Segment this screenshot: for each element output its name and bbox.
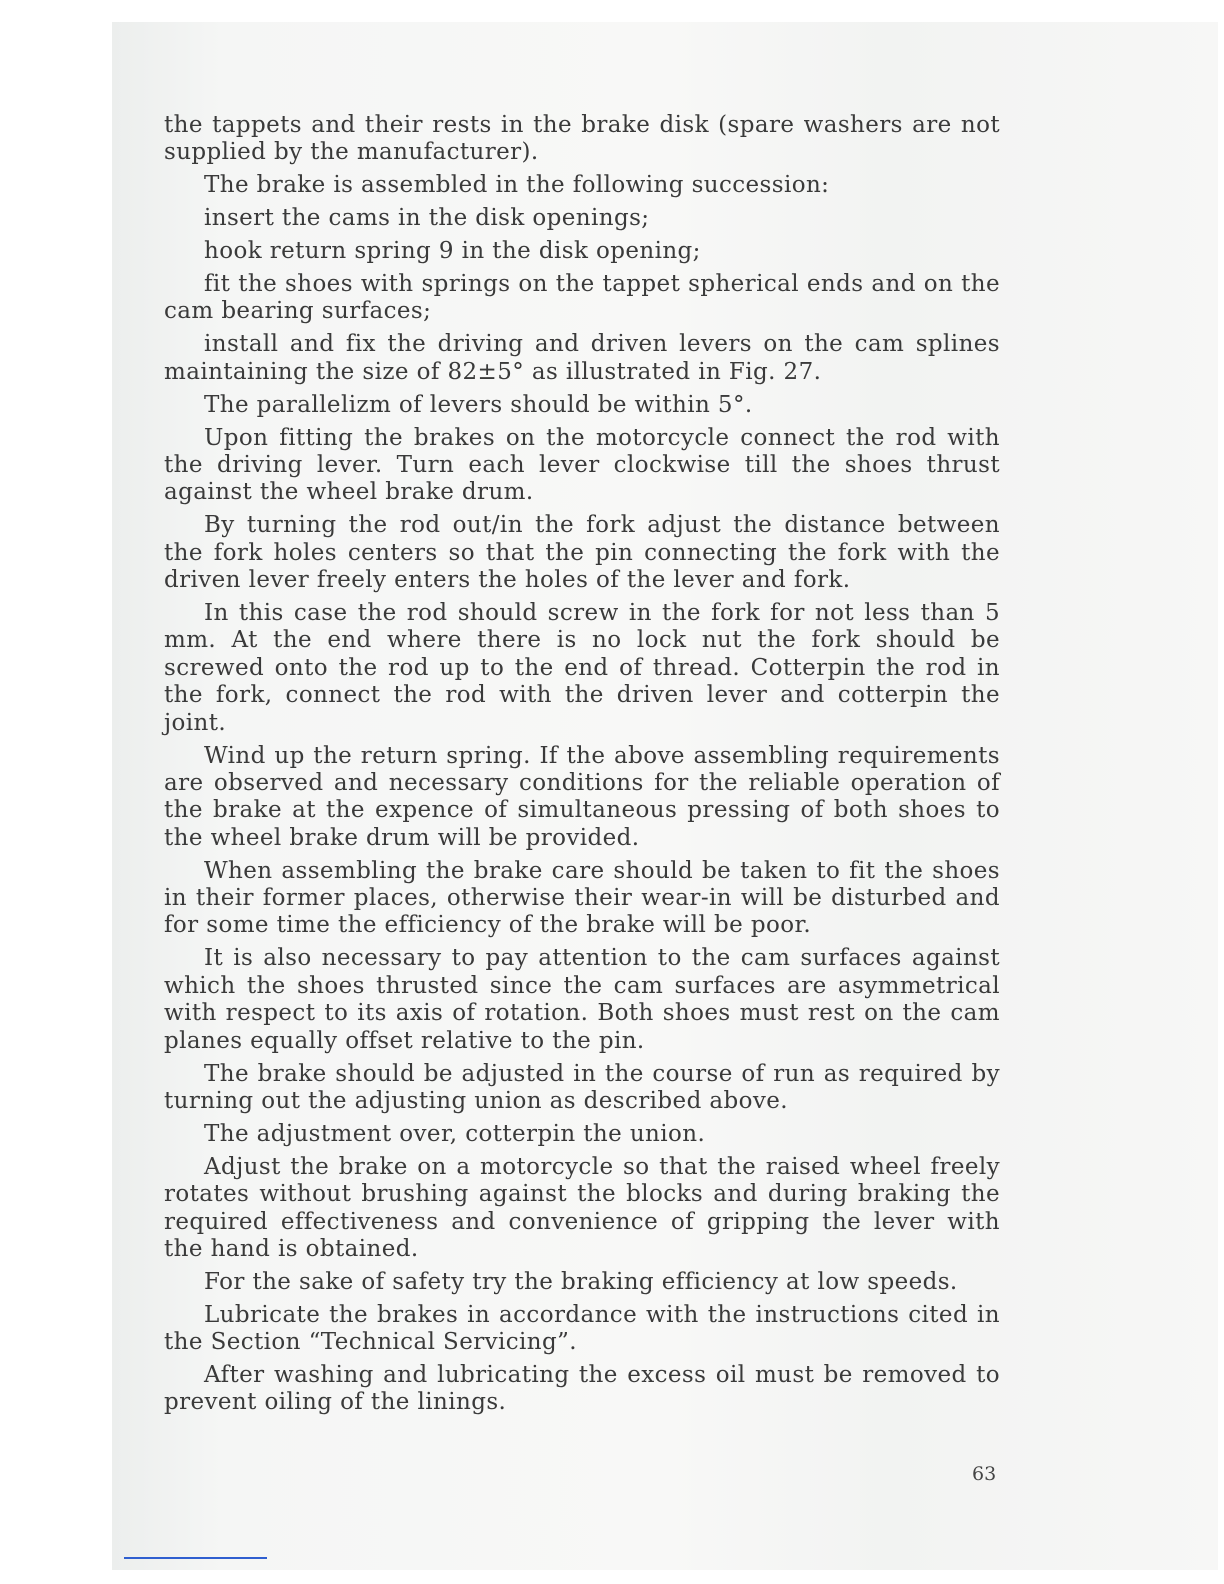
- body-text: [164, 112, 1000, 1422]
- paragraph: After washing and lubricating the excess oil must be removed to prevent oiling of the linings.: [164, 1362, 1000, 1416]
- paragraph: By turning the rod out/in the fork adjust the distance between the fork holes centers so that the pin connecting the fork with the driven lever freely enters the holes of the lever and fork.: [164, 512, 1000, 594]
- paragraph: It is also necessary to pay attention to the cam surfaces against which the shoes thrusted since the cam surfaces are asymmetrical with respect to its axis of rotation. Both shoes must rest on the cam planes equally offset relative to the pin.: [164, 945, 1000, 1054]
- page-number: 63: [972, 1463, 997, 1485]
- paragraph: Adjust the brake on a motorcycle so that the raised wheel freely rotates without brushing against the blocks and during braking the required effectiveness and convenience of gripping the lever with the hand is obtained.: [164, 1153, 1000, 1262]
- paragraph: When assembling the brake care should be taken to fit the shoes in their former places, otherwise their wear-in will be disturbed and for some time the efficiency of the brake will be poor.: [164, 857, 1000, 939]
- paragraph: hook return spring 9 in the disk opening;: [204, 238, 701, 265]
- paragraph: install and fix the driving and driven levers on the cam splines maintaining the size of 82±5° as illustrated in Fig. 27.: [164, 331, 1000, 385]
- paragraph-continuation: the tappets and their rests in the brake disk (spare washers are not supplied by the manufacturer).: [164, 112, 1000, 166]
- paragraph: In this case the rod should screw in the fork for not less than 5 mm. At the end where there is no lock nut the fork should be screwed onto the rod up to the end of thread. Cotterpin the rod in the fork, connect the rod with the driven lever and cotterpin the joint.: [164, 600, 1000, 736]
- paragraph: Upon fitting the brakes on the motorcycle connect the rod with the driving lever. Turn each lever clockwise till the shoes thrust against the wheel brake drum.: [164, 424, 1000, 506]
- footer-rule: [124, 1557, 267, 1559]
- paragraph: For the sake of safety try the braking efficiency at low speeds.: [204, 1268, 958, 1295]
- paragraph: The parallelizm of levers should be within 5°.: [204, 391, 753, 418]
- paragraph: insert the cams in the disk openings;: [204, 205, 650, 232]
- paragraph: The adjustment over, cotterpin the union.: [204, 1120, 706, 1147]
- paragraph: fit the shoes with springs on the tappet spherical ends and on the cam bearing surfaces;: [164, 271, 1000, 325]
- paragraph: Wind up the return spring. If the above assembling requirements are observed and necessary conditions for the reliable operation of the brake at the expence of simultaneous pressing of both shoes to the wheel brake drum will be provided.: [164, 742, 1000, 851]
- paragraph: The brake is assembled in the following succession:: [204, 172, 830, 199]
- paragraph: The brake should be adjusted in the course of run as required by turning out the adjusting union as described above.: [164, 1060, 1000, 1114]
- paragraph: Lubricate the brakes in accordance with the instructions cited in the Section “Technical Servicing”.: [164, 1301, 1000, 1356]
